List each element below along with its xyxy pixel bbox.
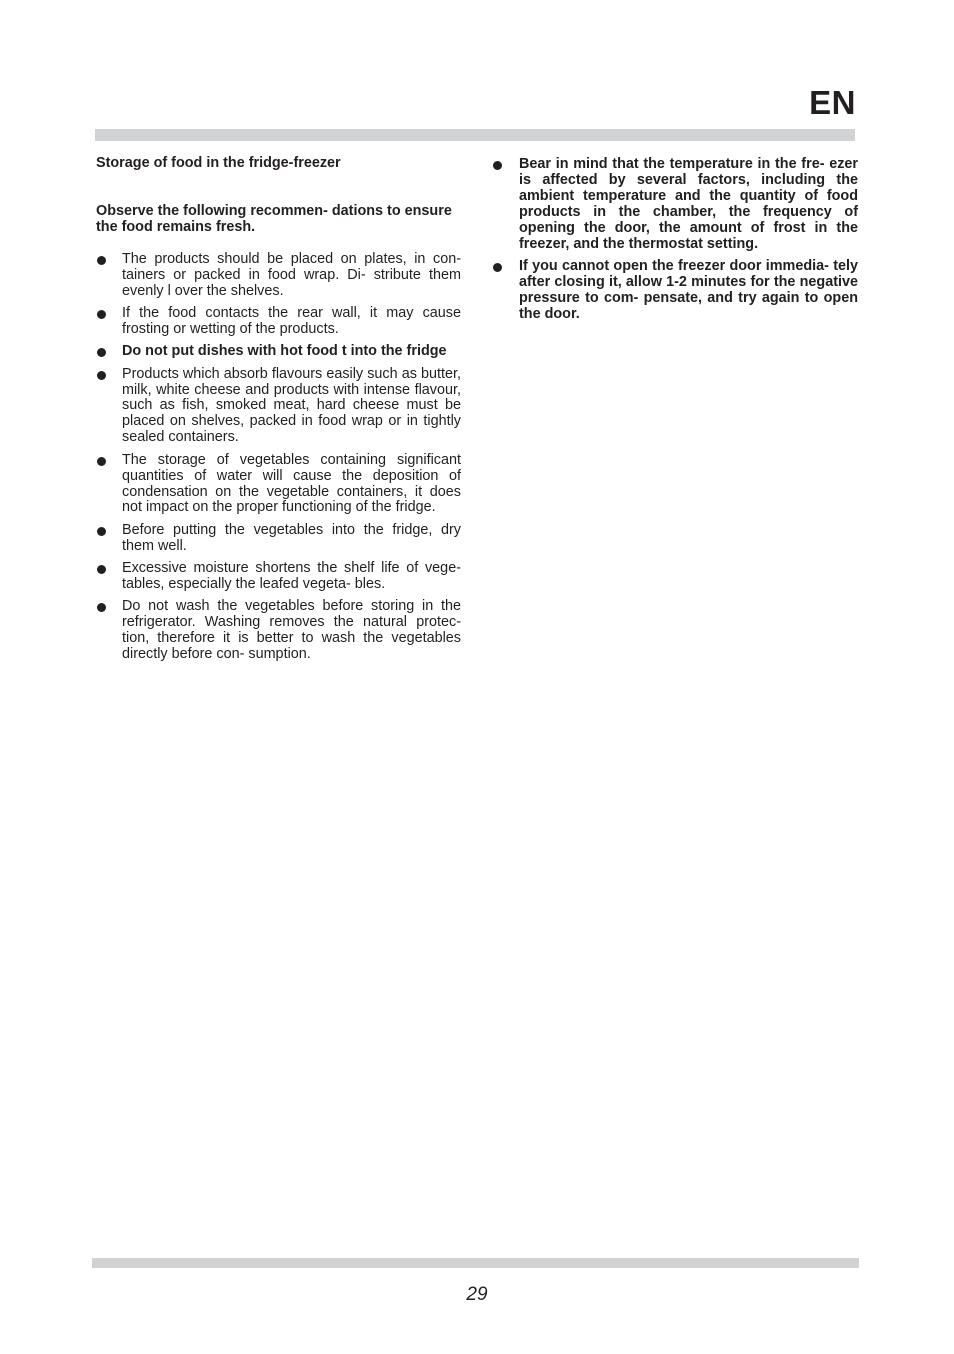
right-bullet-list [492,157,858,323]
bullet-icon [493,161,502,170]
list-item-text: Excessive moisture shortens the shelf life of vege- tables, especially the leafed vegeta- bles. [122,560,461,593]
language-code: EN [809,84,856,121]
list-item [96,523,461,555]
list-item [96,453,461,517]
list-item-text: Do not wash the vegetables before storing in the refrigerator. Washing removes the natural protec- tion, therefore it is better to wash the vegetables directly before con- sumption. [122,598,461,663]
header-divider-bar [95,129,855,141]
list-item-text: Before putting the vegetables into the fridge, dry them well. [122,521,461,554]
bullet-icon [493,263,502,272]
list-item [492,259,858,323]
right-column [492,157,858,330]
list-item-text: If you cannot open the freezer door immedia- tely after closing it, allow 1-2 minutes for the negative pressure to com- pensate, and try again to open the door. [519,258,858,323]
list-item-text: The storage of vegetables containing significant quantities of water will cause the deposition of condensation on the vegetable containers, it does not impact on the proper functioning of the fridge. [122,451,461,516]
list-item-text: If the food contacts the rear wall, it may cause frosting or wetting of the products. [122,304,461,337]
bullet-icon [97,603,106,612]
list-item [96,561,461,593]
list-item-text: Products which absorb flavours easily such as butter, milk, white cheese and products with intense flavour, such as fish, smoked meat, hard cheese must be placed on shelves, packed in food wrap or in tightly sealed containers. [122,365,461,446]
list-item [492,157,858,252]
list-item [96,306,461,338]
footer-divider-bar [92,1258,859,1268]
list-item [96,252,461,300]
list-item [96,367,461,447]
bullet-icon [97,310,106,319]
page-number: 29 [466,1284,488,1305]
intro-text: Observe the following recommen- dations to ensure the food remains fresh. [96,202,452,235]
bullet-icon [97,256,106,265]
bullet-icon [97,457,106,466]
section-title: Storage of food in the fridge-freezer [96,155,341,171]
list-item-text: Do not put dishes with hot food t into the fridge [122,343,447,360]
list-item-text: Bear in mind that the temperature in the fre- ezer is affected by several factors, including the ambient temperature and the quantity of food products in the chamber, the frequency of opening the door, the amount of frost in the freezer, and the thermostat setting. [519,156,858,252]
bullet-icon [97,565,106,574]
left-bullet-list [96,252,461,663]
bullet-icon [97,527,106,536]
list-item-text: The products should be placed on plates, in con- tainers or packed in food wrap. Di- stribute them evenly l over the shelves. [122,250,461,299]
left-column [96,156,461,670]
bullet-icon [97,371,106,380]
bullet-icon [97,348,106,357]
list-item [96,599,461,663]
list-item [96,344,461,360]
